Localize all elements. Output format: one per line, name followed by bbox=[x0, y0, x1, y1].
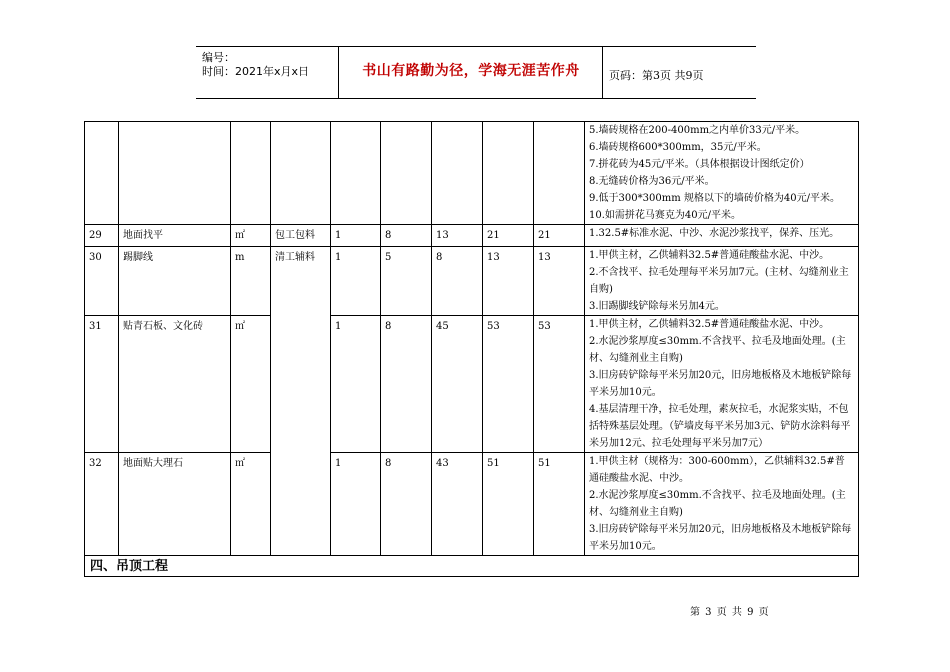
table-row bbox=[85, 316, 859, 453]
cell-name: 地面贴大理石 bbox=[119, 453, 231, 556]
header-meta bbox=[202, 51, 309, 79]
cell-name: 踢脚线 bbox=[119, 247, 231, 316]
desc-line: 3.旧房砖铲除每平米另加20元，旧房地板格及木地板铲除每平米另加10元。 bbox=[589, 524, 852, 552]
cell-v4: 53 bbox=[483, 316, 534, 453]
cell-v5 bbox=[534, 122, 585, 225]
cell-v2 bbox=[381, 122, 432, 225]
cell-v1: 1 bbox=[331, 247, 381, 316]
desc-line: 10.如需拼花马赛克为40元/平米。 bbox=[589, 210, 741, 221]
cell-description bbox=[585, 316, 859, 453]
cell-v4: 13 bbox=[483, 247, 534, 316]
desc-line: 4.基层清理干净，拉毛处理，素灰拉毛，水泥浆实贴，不包括特殊基层处理。（铲墙皮每平米另加3元、铲防水涂料每平米另加12元、拉毛处理每平米另加7元） bbox=[589, 404, 851, 449]
cell-unit bbox=[231, 122, 271, 225]
desc-line: 1.32.5#标准水泥、中沙、水泥沙浆找平，保养、压光。 bbox=[589, 228, 840, 239]
cell-unit: ㎡ bbox=[231, 225, 271, 247]
desc-line: 5.墙砖规格在200-400mm之内单价33元/平米。 bbox=[589, 125, 806, 136]
cell-name: 地面找平 bbox=[119, 225, 231, 247]
desc-line: 8.无缝砖价格为36元/平米。 bbox=[589, 176, 715, 187]
cell-v1: 1 bbox=[331, 316, 381, 453]
desc-line: 3.旧踢脚线铲除每米另加4元。 bbox=[589, 301, 725, 312]
cell-v4: 51 bbox=[483, 453, 534, 556]
cell-v3: 8 bbox=[432, 247, 483, 316]
cell-v2: 8 bbox=[381, 316, 432, 453]
table-row bbox=[85, 225, 859, 247]
desc-line: 6.墙砖规格600*300mm，35元/平米。 bbox=[589, 142, 767, 153]
desc-line: 7.拼花砖为45元/平米。（具体根据设计图纸定价） bbox=[589, 159, 810, 170]
cell-type: 包工包料 bbox=[271, 225, 331, 247]
cell-description bbox=[585, 225, 859, 247]
price-table bbox=[84, 121, 859, 577]
cell-description bbox=[585, 122, 859, 225]
table-row bbox=[85, 453, 859, 556]
header-motto: 书山有路勤为径，学海无涯苦作舟 bbox=[362, 63, 580, 79]
desc-line: 2.不含找平、拉毛处理每平米另加7元。(主材、勾缝剂业主自购) bbox=[589, 267, 849, 295]
time-label: 时间：2021年x月x日 bbox=[202, 65, 310, 78]
cell-unit: ㎡ bbox=[231, 453, 271, 556]
table-row bbox=[85, 247, 859, 316]
cell-description bbox=[585, 453, 859, 556]
cell-v1 bbox=[331, 122, 381, 225]
cell-v5: 13 bbox=[534, 247, 585, 316]
header-page-label: 页码：第3页 共9页 bbox=[609, 69, 704, 82]
cell-v2: 8 bbox=[381, 453, 432, 556]
cell-v5: 21 bbox=[534, 225, 585, 247]
cell-v4: 21 bbox=[483, 225, 534, 247]
cell-no: 32 bbox=[85, 453, 119, 556]
cell-unit: ㎡ bbox=[231, 316, 271, 453]
cell-unit: m bbox=[231, 247, 271, 316]
cell-v3: 43 bbox=[432, 453, 483, 556]
cell-v2: 8 bbox=[381, 225, 432, 247]
document-header bbox=[196, 46, 756, 99]
desc-line: 2.水泥沙浆厚度≤30mm.不含找平、拉毛及地面处理。(主材、勾缝剂业主自购) bbox=[589, 336, 846, 364]
cell-v3: 45 bbox=[432, 316, 483, 453]
desc-line: 1.甲供主材，乙供辅料32.5#普通硅酸盐水泥、中沙。 bbox=[589, 250, 830, 261]
cell-v3 bbox=[432, 122, 483, 225]
cell-v1: 1 bbox=[331, 225, 381, 247]
number-label: 编号： bbox=[202, 51, 235, 64]
section-title: 四、吊顶工程 bbox=[85, 556, 859, 577]
desc-line: 3.旧房砖铲除每平米另加20元，旧房地板格及木地板铲除每平米另加10元。 bbox=[589, 370, 852, 398]
cell-v4 bbox=[483, 122, 534, 225]
table-row-continued bbox=[85, 122, 859, 225]
cell-v1: 1 bbox=[331, 453, 381, 556]
cell-no: 31 bbox=[85, 316, 119, 453]
desc-line: 1.甲供主材（规格为：300-600mm），乙供辅料32.5#普通硅酸盐水泥、中沙。 bbox=[589, 456, 845, 484]
cell-no: 29 bbox=[85, 225, 119, 247]
cell-v3: 13 bbox=[432, 225, 483, 247]
cell-v5: 51 bbox=[534, 453, 585, 556]
cell-name bbox=[119, 122, 231, 225]
page-footer: 第 3 页 共 9 页 bbox=[690, 607, 770, 618]
cell-type-merged: 清工辅料 bbox=[271, 247, 331, 556]
cell-no bbox=[85, 122, 119, 225]
cell-v2: 5 bbox=[381, 247, 432, 316]
desc-line: 2.水泥沙浆厚度≤30mm.不含找平、拉毛及地面处理。(主材、勾缝剂业主自购) bbox=[589, 490, 846, 518]
header-divider bbox=[602, 47, 603, 98]
cell-description bbox=[585, 247, 859, 316]
header-divider bbox=[338, 47, 339, 98]
desc-line: 9.低于300*300mm 规格以下的墙砖价格为40元/平米。 bbox=[589, 193, 840, 204]
cell-no: 30 bbox=[85, 247, 119, 316]
section-row bbox=[85, 556, 859, 577]
cell-name: 贴青石板、文化砖 bbox=[119, 316, 231, 453]
cell-type bbox=[271, 122, 331, 225]
desc-line: 1.甲供主材，乙供辅料32.5#普通硅酸盐水泥、中沙。 bbox=[589, 319, 830, 330]
cell-v5: 53 bbox=[534, 316, 585, 453]
